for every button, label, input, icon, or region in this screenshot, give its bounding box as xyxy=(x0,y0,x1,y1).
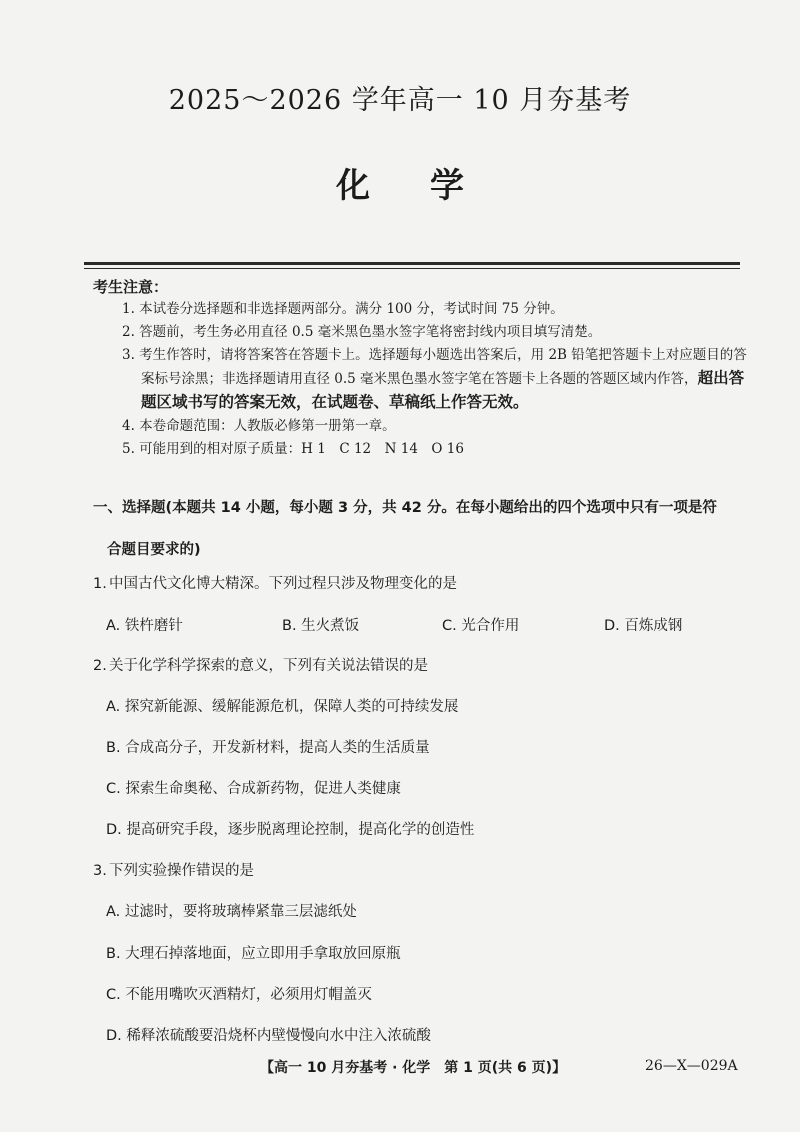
question-1-stem: 1. 中国古代文化博大精深。下列过程只涉及物理变化的是 xyxy=(93,576,457,592)
section-heading: 一、选择题(本题共 14 小题，每小题 3 分，共 42 分。在每小题给出的四个选项中只有一项是符 合题目要求的) xyxy=(93,500,717,558)
question-2-stem: 2. 关于化学科学探索的意义，下列有关说法错误的是 xyxy=(93,658,428,674)
header-divider-thick xyxy=(84,262,740,265)
question-3-option-a: A. 过滤时，要将玻璃棒紧靠三层滤纸处 xyxy=(106,904,357,920)
question-2-option-c: C. 探索生命奥秘、合成新药物，促进人类健康 xyxy=(106,781,401,797)
page-footer: 【高一 10 月夯基考 · 化学 第 1 页(共 6 页)】 xyxy=(260,1060,567,1076)
question-3-option-b: B. 大理石掉落地面，应立即用手拿取放回原瓶 xyxy=(106,946,401,962)
header-divider-thin xyxy=(84,268,740,269)
question-2-option-d: D. 提高研究手段，逐步脱离理论控制，提高化学的创造性 xyxy=(106,822,475,838)
question-3-option-c: C. 不能用嘴吹灭酒精灯，必须用灯帽盖灭 xyxy=(106,987,372,1003)
subject-title: 化学 xyxy=(336,166,524,206)
exam-title: 2025～2026 学年高一 10 月夯基考 xyxy=(168,85,632,116)
notice-heading: 考生注意： xyxy=(93,278,169,296)
notice-item: 3. 考生作答时，请将答案答在答题卡上。选择题每小题选出答案后，用 2B 铅笔把答题卡上对应题目的答案标号涂黑；非选择题请用直径 0.5 毫米黑色墨水签字笔在答题卡上各题的答题区域内作答，超出答题区域书写的答案无效，在试题卷、草稿纸上作答无效。 xyxy=(122,347,747,411)
question-3-option-d: D. 稀释浓硫酸要沿烧杯内壁慢慢向水中注入浓硫酸 xyxy=(106,1028,431,1044)
question-1-option-d: D. 百炼成钢 xyxy=(604,618,683,634)
notice-item: 4. 本卷命题范围：人教版必修第一册第一章。 xyxy=(122,418,396,434)
notice-item: 2. 答题前，考生务必用直径 0.5 毫米黑色墨水签字笔将密封线内项目填写清楚。 xyxy=(122,324,602,340)
question-3-stem: 3. 下列实验操作错误的是 xyxy=(93,863,254,879)
question-1-option-a: A. 铁杵磨针 xyxy=(106,618,183,634)
notice-item: 5. 可能用到的相对原子质量：H 1 C 12 N 14 O 16 xyxy=(122,441,464,457)
notice-list xyxy=(122,298,752,461)
notice-item: 1. 本试卷分选择题和非选择题两部分。满分 100 分，考试时间 75 分钟。 xyxy=(122,301,564,317)
question-1-option-c: C. 光合作用 xyxy=(442,618,520,634)
question-2-option-a: A. 探究新能源、缓解能源危机，保障人类的可持续发展 xyxy=(106,699,459,715)
question-2-option-b: B. 合成高分子，开发新材料，提高人类的生活质量 xyxy=(106,740,430,756)
notice-emphasis: 超出答题区域书写的答案无效，在试题卷、草稿纸上作答无效。 xyxy=(141,369,745,411)
paper-code: 26—X—029A xyxy=(645,1058,738,1074)
question-1-option-b: B. 生火煮饭 xyxy=(282,618,360,634)
